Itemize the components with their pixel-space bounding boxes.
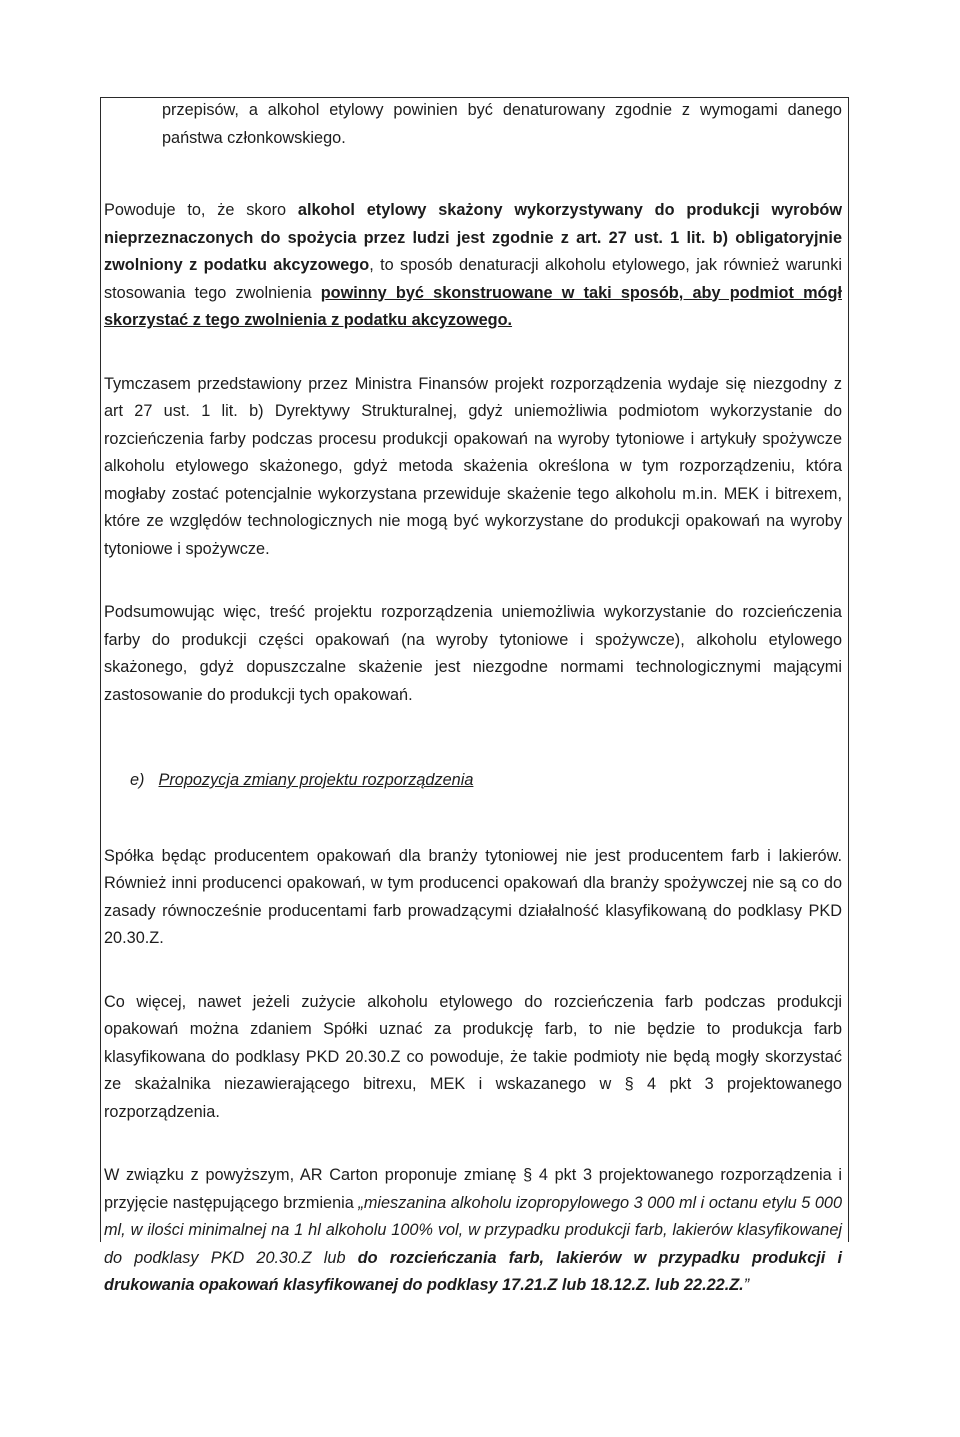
paragraph-moreover: Co więcej, nawet jeżeli zużycie alkoholu etylowego do rozcieńczenia farb podczas produkcji opakowań można zdaniem Spółki uznać za produkcję farb, to nie będzie to produkcja farb klasyfikowana do podklasy PKD 20.30.Z co powoduje, że takie podmioty nie będą mogły skorzystać ze skażalnika niezawierającego bitrexu, MEK i wskazanego w § 4 pkt 3 projektowanego rozporządzenia. — [104, 992, 842, 1121]
text-run: W związku z powyższym, AR Carton proponuje zmianę § 4 pkt 3 projektowanego rozporządzenia i przyjęcie następującego brzmienia — [104, 1166, 842, 1212]
text-run: Powoduje to, że skoro — [104, 201, 298, 219]
bold-italic-run: do rozcieńczania farb, lakierów w przypadku produkcji i drukowania opakowań klasyfikowanej do podklasy 17.21.Z lub 18.12.Z. lub 22.22.Z. — [104, 1248, 842, 1294]
section-title: Propozycja zmiany projektu rozporządzenia — [158, 771, 474, 789]
frame-right-border — [848, 97, 849, 1242]
paragraph-continuation: przepisów, a alkohol etylowy powinien być denaturowany zgodnie z wymogami danego państwa członkowskiego. — [162, 101, 842, 147]
bold-run: alkohol etylowy skażony wykorzystywany do produkcji wyrobów nieprzeznaczonych do spożycia przez ludzi jest zgodnie z art. 27 ust. 1 lit. b) obligatoryjnie zwolniony z podatku akcyzowego — [104, 201, 843, 274]
paragraph-proposal — [104, 1162, 842, 1300]
frame-left-border — [100, 97, 101, 1242]
paragraph-summary: Podsumowując więc, treść projektu rozporządzenia uniemożliwia wykorzystanie do rozcieńczenia farby do produkcji części opakowań (na wyroby tytoniowe i spożywcze), alkoholu etylowego skażonego, gdyż dopuszczalne skażenie jest niezgodne normami technologicznymi mającymi zastosowanie do produkcji tych opakowań. — [104, 603, 842, 704]
underlined-run: powinny być skonstruowane w taki sposób, aby podmiot mógł skorzystać z tego zwolnienia z podatku akcyzowego. — [104, 283, 842, 329]
paragraph-company: Spółka będąc producentem opakowań dla branży tytoniowej nie jest producentem farb i lakierów. Również inni producenci opakowań, w tym producenci opakowań dla branży spożywczej nie są co do zasady równocześnie producentami farb prowadzącymi działalność klasyfikowaną do podklasy PKD 20.30.Z. — [104, 846, 842, 947]
section-label: e) — [130, 771, 145, 789]
paragraph-ministry-draft: Tymczasem przedstawiony przez Ministra Finansów projekt rozporządzenia wydaje się niezgodny z art 27 ust. 1 lit. b) Dyrektywy Strukturalnej, gdyż uniemożliwia podmiotom wykorzystanie do rozcieńczenia farby podczas procesu produkcji opakowań na wyroby tytoniowe i artykuły spożywcze alkoholu etylowego skażonego, gdyż metoda skażenia określona w tym rozporządzeniu, która mogłaby zostać potencjalnie wykorzystana przewiduje skażenie tego alkoholu m.in. MEK i bitrexem, które ze względów technologicznych nie mogą być wykorzystane do produkcji opakowań na wyroby tytoniowe i spożywcze. — [104, 374, 842, 558]
italic-run: „mieszanina alkoholu izopropylowego 3 000 ml i octanu etylu 5 000 ml, w ilości minimalnej na 1 hl alkoholu 100% vol, w przypadku produkcji farb, lakierów klasyfikowanej do podklasy PKD 20.30.Z lub — [104, 1193, 842, 1267]
italic-run: ” — [743, 1276, 750, 1294]
paragraph-excise-exemption — [104, 197, 842, 335]
text-run: , to sposób denaturacji alkoholu etylowego, jak również warunki stosowania tego zwolnienia — [104, 256, 842, 302]
document-body — [104, 97, 842, 1300]
section-heading-e — [104, 767, 842, 795]
